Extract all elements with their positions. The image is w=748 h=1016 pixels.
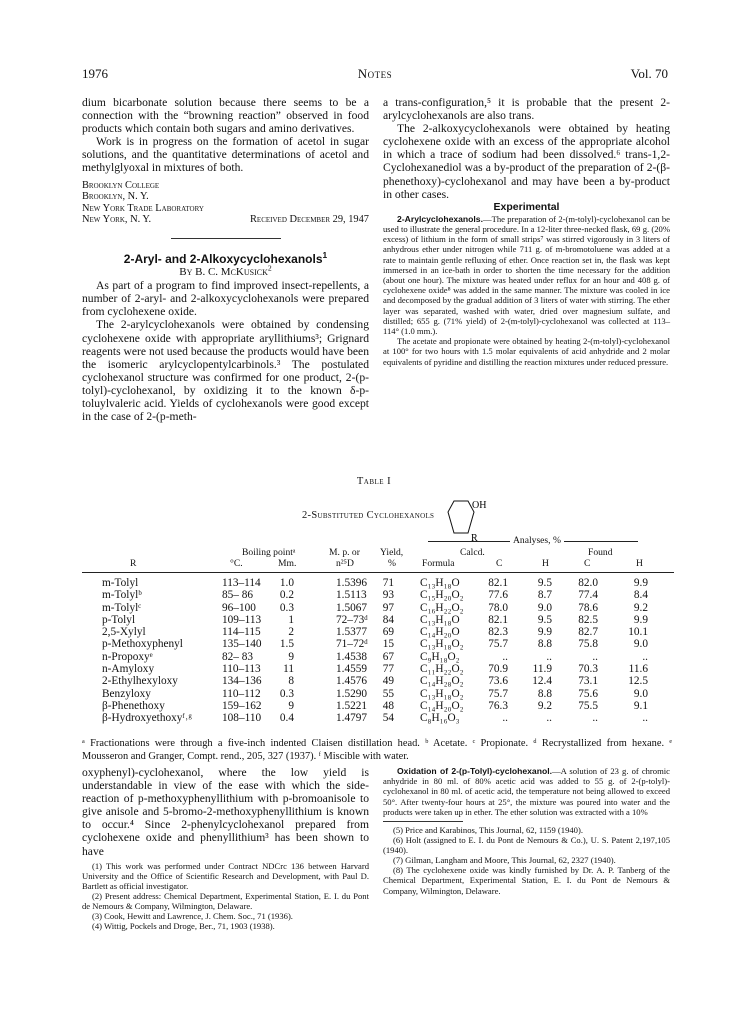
header-formula: Formula [422,558,455,569]
table-cell-fh: 11.6 [628,663,648,676]
table-cell-mm: 0.3 [279,601,294,614]
table-cell-mm: 11 [283,663,294,676]
table-cell-ch: .. [546,712,552,725]
table-cell-r: p-Tolyl [102,613,136,626]
paragraph: a trans-configuration,⁵ it is probable that the present 2-arylcyclohexanols are also trans. [383,96,670,123]
header-nd: n²⁵D [336,558,354,569]
table-cell-mp: 71–72ᵈ [336,638,368,651]
paragraph: oxyphenyl)-cyclohexanol, where the low yield is understandable in view of the ease with which the side-reaction of p-methoxyphenyllithium with p-bromoanisole to give anisole and 5-bromo-2-methoxyphenyllithium is known to occur.⁴ Since 2-phenylcyclohexanol prepared from cyclohexene oxide and phenyllithium³ has been shown to have [82,766,369,858]
table-cell-y: 55 [382,687,394,700]
table-cell-ch: 9.9 [537,626,552,639]
affiliation-line: Brooklyn College [82,179,160,191]
table-cell-fh: 12.5 [628,675,648,688]
table-title: Table I [356,476,392,487]
table-header-row [82,536,674,547]
table-cell-fh: 9.0 [633,687,648,700]
affiliation-line: New York, N. Y. [82,214,152,226]
header-found: Found [588,547,613,558]
header-calc-c: C [496,558,503,569]
header-pct: % [388,558,396,569]
table-cell-fh: 8.4 [633,589,648,602]
table-cell-bp: 109–113 [222,613,262,626]
table-cell-fc: 77.4 [578,589,598,602]
table-cell-f: C₈H₁₆O₃ [420,712,460,725]
table-cell-ch: .. [546,650,552,663]
header-found-c: C [584,558,591,569]
table-cell-mp: 1.4538 [336,650,368,663]
experimental-paragraph: 2-Arylcyclohexanols.—The preparation of 2-(m-tolyl)-cyclohexanol can be used to illustrate the general procedure. In a 12-liter three-necked flask, 69 g. (20% excess) of lithium in the form of small strips⁷ was stirred vigorously in 3 liters of anhydrous ether under nitrogen while 711 g. of m-bromotoluene was added at a rate to maintain gentle refluxing of ether. Once reaction set in, the flask was kept immersed in an ice-bath in order to shorten the time necessary for the addition (about one hour). The mixture was heated under reflux for an hour and 408 g. of cyclohexene oxide⁸ was added in the same manner. The mixture was cooled in ice and decomposed by the gradual addition of 3 liters of water with stirring. The ether layer was separated, washed with water, dried over magnesium sulfate, and distilled; 655 g. (71% yield) of 2-(m-tolyl)-cyclohexanol was collected at 113–114° (1.0 mm.). [383,213,670,337]
table-cell-fh: 9.0 [633,638,648,651]
table-cell-cc: 75.7 [488,687,508,700]
paragraph: The 2-arylcyclohexanols were obtained by condensing cyclohexene oxide with appropriate aryllithiums³; Grignard reagents were not used because the products would have been the isomeric arylcyclopentylcarbinols.³ The postulated cyclohexanol structure was confirmed for one product, 2-(p-tolyl)-cyclohexanol, by oxidizing it to the known δ-p-toluylvaleric acid. Yields of cyclohexanols were good except in the case of 2-(p-meth- [82,318,369,424]
table-cell-f: C₉H₁₈O₂ [420,650,460,663]
table-row [82,688,674,700]
table-cell-bp: 82– 83 [222,650,254,663]
table-cell-r: β-Hydroxyethoxyᶠ˒ᵍ [102,712,192,725]
table-cell-mm: 9 [288,699,294,712]
right-column-top [383,96,670,367]
table-cell-r: m-Tolylᶜ [102,601,142,614]
header-yield: Yield, [380,547,404,558]
table-cell-bp: 96–100 [222,601,256,614]
footnote: (3) Cook, Hewitt and Lawrence, J. Chem. Soc., 71 (1936). [92,911,293,922]
table-cell-y: 15 [382,638,394,651]
table-cell-y: 93 [382,589,394,602]
table-cell-cc: 78.0 [488,601,508,614]
table-cell-cc: 82.1 [488,613,508,626]
table-cell-fc: 73.1 [578,675,598,688]
table-cell-fc: 75.5 [578,699,598,712]
table-cell-fc: 70.3 [578,663,598,676]
table-cell-bp: 110–112 [222,687,261,700]
table-cell-bp: 114–115 [222,626,261,639]
table-cell-fc: 82.0 [578,577,598,589]
table-cell-ch: 11.9 [532,663,552,676]
volume-label: Vol. 70 [630,66,668,81]
header-boiling-point: Boiling pointᵃ [242,547,296,558]
table-cell-r: n-Propoxyᵉ [102,650,153,663]
table-cell-r: m-Tolylᵇ [102,589,142,602]
table-cell-cc: 76.3 [488,699,508,712]
table-cell-cc: 73.6 [488,675,508,688]
table-cell-ch: 9.0 [537,601,552,614]
table-cell-ch: 8.7 [537,589,552,602]
table-cell-mm: 1.0 [279,577,294,589]
table-cell-cc: .. [502,712,508,725]
table-row [82,712,674,724]
table-cell-bp: 134–136 [222,675,262,688]
header-mm: Mm. [278,558,297,569]
table-cell-f: C₁₄H₂₀O [420,626,460,639]
table-cell-y: 69 [382,626,394,639]
table-cell-ch: 9.5 [537,613,552,626]
table-cell-mp: 1.5067 [336,601,368,614]
table-cell-fc: 82.5 [578,613,598,626]
table-header-row [82,547,674,558]
received-date: Received December 29, 1947 [250,214,369,226]
footnote: (8) The cyclohexene oxide was kindly furnished by Dr. A. P. Tanberg of the Chemical Department, Experimental Station, E. I. du Pont de Nemours & Company, Wilmington, Delaware. [383,865,670,896]
table-cell-mm: 8 [288,675,294,688]
table-cell-f: C₁₆H₂₂O₂ [420,601,464,614]
table-cell-y: 71 [382,577,394,589]
table-cell-cc: 82.1 [488,577,508,589]
header-mp: M. p. or [329,547,360,558]
table-cell-y: 49 [382,675,394,688]
experimental-heading: Experimental [493,200,560,213]
table-cell-bp: 113–114 [222,577,261,589]
page-number: 1976 [82,66,108,81]
table-cell-mm: 0.3 [279,687,294,700]
section-name: Notes [357,66,393,81]
table-cell-mp: 1.4797 [336,712,368,725]
table-cell-bp: 135–140 [222,638,262,651]
footnote: (4) Wittig, Pockels and Droge, Ber., 71, 1903 (1938). [92,921,275,932]
table-cell-r: β-Phenethoxy [102,699,165,712]
table-cell-cc: 82.3 [488,626,508,639]
table-cell-r: Benzyloxy [102,687,151,700]
paragraph: As part of a program to find improved insect-repellents, a number of 2-aryl- and 2-alkoxycyclohexanols were prepared from cyclohexene oxide. [82,279,369,319]
table-header-row [82,558,674,573]
table-cell-mm: 1 [288,613,294,626]
table-cell-ch: 12.4 [532,675,552,688]
footnote: (5) Price and Karabinos, This Journal, 62, 1159 (1940). [393,825,583,836]
table-footnotes: ᵃ Fractionations were through a five-inch indented Claisen distillation head. ᵇ Acetate. ᶜ Propionate. ᵈ Recrystallized from hexane. ᵉ Mousseron and Granger, Compt. rend., 205, 327 (1937). ᶠ Miscible with water. [82,738,672,762]
table-cell-fh: 9.2 [633,601,648,614]
paragraph: dium bicarbonate solution because there seems to be a connection with the “browning reaction” observed in food products which contain both sugars and amino derivatives. [82,96,369,136]
table-cell-fh: .. [642,712,648,725]
right-column-bottom [383,766,670,896]
table-cell-fc: .. [592,650,598,663]
table-cell-fh: 9.9 [633,577,648,589]
table-cell-bp: 108–110 [222,712,262,725]
table-row [82,614,674,626]
footnote: (7) Gilman, Langham and Moore, This Journal, 62, 2327 (1940). [393,855,616,866]
table-cell-mp: 1.5221 [336,699,368,712]
table-cell-fc: 82.7 [578,626,598,639]
table-cell-y: 67 [382,650,394,663]
table-cell-fh: 10.1 [628,626,648,639]
table-row [82,626,674,638]
paragraph: The 2-alkoxycyclohexanols were obtained by heating cyclohexene oxide with an excess of the appropriate alcohol in which a trace of sodium had been dissolved.⁶ trans-1,2-Cyclohexanediol was a by-product of the preparation of 2-(β-phenethoxy)-cyclohexanol and may have been a by-product in other cases. [383,122,670,201]
experimental-paragraph: The acetate and propionate were obtained by heating 2-(m-tolyl)-cyclohexanol at 100° for two hours with 1.5 molar equivalents of acid anhydride and 2 molar equivalents of pyridine and distilling the reaction mixtures under reduced pressure. [383,336,670,367]
table-subtitle: 2-Substituted Cyclohexanols [302,510,435,521]
table-cell-y: 48 [382,699,394,712]
table-cell-r: n-Amyloxy [102,663,155,676]
footnote-divider [383,821,463,822]
table-row [82,700,674,712]
table-cell-mp: 72–73ᵈ [336,613,368,626]
table-cell-bp: 110–113 [222,663,261,676]
affiliation-line: Brooklyn, N. Y. [82,191,149,203]
table-cell-mm: 9 [288,650,294,663]
header-c: °C. [230,558,243,569]
table-cell-cc: .. [502,650,508,663]
divider [171,238,281,239]
affiliation-line: New York Trade Laboratory [82,202,204,214]
left-column-top [82,96,369,423]
table-cell-fh: 9.9 [633,613,648,626]
affiliation-received-line [82,214,369,226]
article-title: 2-Aryl- and 2-Alkoxycyclohexanols$^1$ [123,249,328,266]
table-cell-mm: 1.5 [279,638,294,651]
table-cell-ch: 9.5 [537,577,552,589]
table-cell-r: 2,5-Xylyl [102,626,146,639]
table-cell-fh: 9.1 [633,699,648,712]
table-cell-r: m-Tolyl [102,577,139,589]
table-cell-fc: 75.6 [578,687,598,700]
running-header [82,66,668,84]
table-row [82,602,674,614]
table-cell-mm: 2 [288,626,294,639]
table-row [82,651,674,663]
table-cell-f: C₁₁H₂₂O₂ [420,663,464,676]
table-cell-f: C₁₄H₂₈O₂ [420,675,464,688]
data-table [82,536,674,725]
table-body [82,573,674,725]
oxidation-paragraph: Oxidation of 2-(p-Tolyl)-cyclohexanol.—A solution of 23 g. of chromic anhydride in 80 ml. of 80% acetic acid was added to 55 g. of 2-(p-tolyl)-cyclohexanol in 80 ml. of acetic acid, the temperature not being allowed to exceed 50°. After twenty-four hours at 25°, the mixture was poured into water and the products were taken up in ether. The ether solution was extracted with a 10% [383,766,670,817]
table-cell-bp: 159–162 [222,699,262,712]
table-row [82,589,674,601]
table-cell-fh: .. [642,650,648,663]
table-row [82,577,674,589]
table-cell-mp: 1.5377 [336,626,368,639]
left-column-bottom [82,766,369,931]
table-cell-cc: 77.6 [488,589,508,602]
r-label: R [471,533,478,544]
table-cell-f: C₁₅H₂₀O₂ [420,589,464,602]
table-cell-r: 2-Ethylhexyloxy [102,675,178,688]
table-cell-mm: 0.2 [279,589,294,602]
table-cell-cc: 70.9 [488,663,508,676]
table-cell-y: 97 [382,601,394,614]
table-cell-ch: 8.8 [537,687,552,700]
table-cell-ch: 8.8 [537,638,552,651]
article-byline: By B. C. McKusick$^2$ [179,263,272,279]
table-cell-f: C₁₃H₁₈O [420,577,460,589]
table-cell-f: C₁₃H₁₈O [420,613,460,626]
table-cell-mp: 1.5290 [336,687,368,700]
table-cell-f: C₁₃H₁₈O₂ [420,687,464,700]
table-cell-cc: 75.7 [488,638,508,651]
table-cell-ch: 9.2 [537,699,552,712]
table-cell-f: C₁₃H₁₈O₂ [420,638,464,651]
header-calc-h: H [542,558,549,569]
table-row [82,663,674,675]
paragraph: Work is in progress on the formation of acetol in sugar solutions, and the quantitative determinations of acetol and methylglyoxal in mixtures of both. [82,135,369,175]
table-cell-mp: 1.5113 [336,589,367,602]
table-row [82,638,674,650]
table-cell-mp: 1.4576 [336,675,368,688]
header-analyses: Analyses, % [510,535,564,546]
table-cell-fc: .. [592,712,598,725]
footnote: (2) Present address: Chemical Department, Experimental Station, E. I. du Pont de Nemours & Company, Wilmington, Delaware. [82,890,369,912]
oh-label: OH [472,500,487,511]
table-cell-fc: 75.8 [578,638,598,651]
table-cell-mp: 1.4559 [336,663,368,676]
footnote: (1) This work was performed under Contract NDCrc 136 between Harvard University and the Office of Scientific Research and Development, with Paul D. Bartlett as official investigator. [82,860,369,891]
table-cell-y: 84 [382,613,394,626]
table-cell-r: p-Methoxyphenyl [102,638,183,651]
footnote: (6) Holt (assigned to E. I. du Pont de Nemours & Co.), U. S. Patent 2,197,105 (1940). [383,835,670,856]
table-cell-bp: 85– 86 [222,589,254,602]
table-cell-fc: 78.6 [578,601,598,614]
table-cell-mp: 1.5396 [336,577,368,589]
table-cell-mm: 0.4 [279,712,294,725]
header-found-h: H [636,558,643,569]
table-cell-f: C₁₄H₂₀O₂ [420,699,464,712]
table-cell-y: 54 [382,712,394,725]
header-r: R [130,558,137,569]
table-cell-y: 77 [382,663,394,676]
table-row [82,675,674,687]
header-calcd: Calcd. [460,547,485,558]
